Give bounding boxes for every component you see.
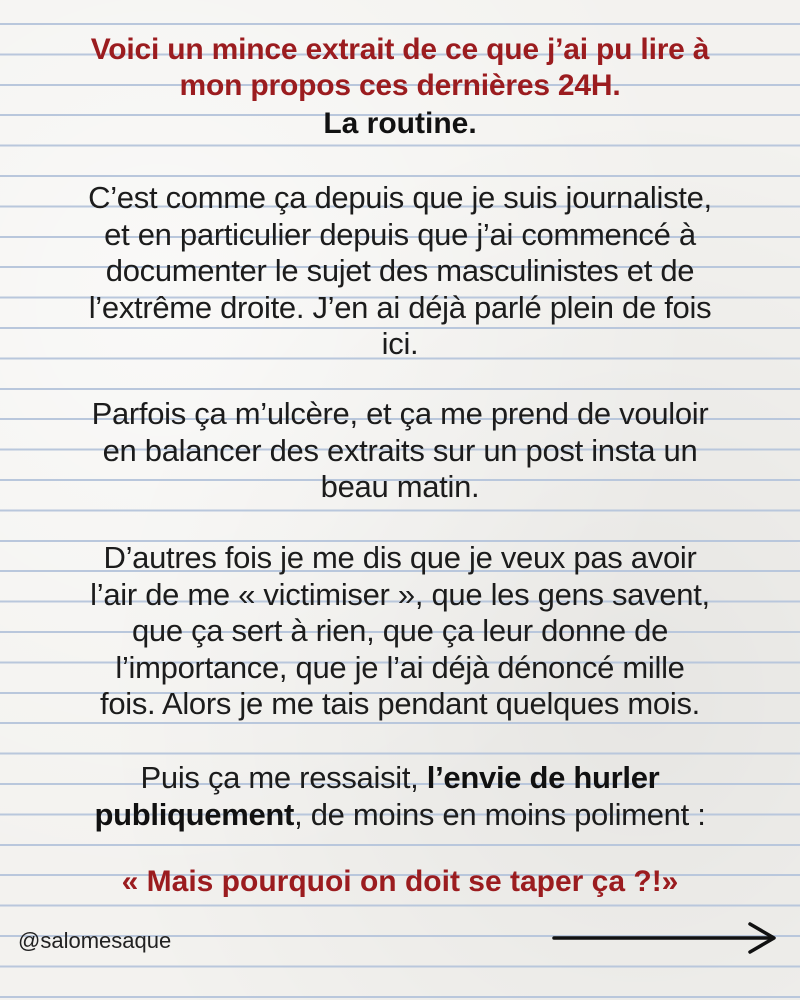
p3-line-3: que ça sert à rien, que ça leur donne de [131, 613, 669, 648]
author-handle: @salomesaque [18, 928, 172, 953]
arrow-right-icon[interactable] [550, 918, 780, 958]
p1-line-3: documenter le sujet des masculinistes et de [105, 253, 695, 288]
p1-line-2: et en particulier depuis que j’ai commencé à [104, 216, 696, 252]
p4-suffix: , de moins en moins poliment : [294, 796, 706, 832]
p4-prefix: Puis ça me ressaisit, [140, 760, 427, 795]
quote: « Mais pourquoi on doit se taper ça ?!» [121, 865, 679, 898]
p2-line-3: beau matin. [320, 469, 480, 504]
subheadline: La routine. [323, 107, 477, 140]
p3-line-5: fois. Alors je me tais pendant quelques mois. [100, 686, 700, 721]
p3-line-2: l’air de me « victimiser », que les gens savent, [90, 576, 710, 612]
paragraph-urge [18, 760, 782, 833]
headline [20, 32, 780, 104]
headline-line-2: mon propos ces dernières 24H. [179, 69, 621, 102]
p3-line-4: l’importance, que je l’ai déjà dénoncé mille [115, 649, 685, 685]
p1-line-1: C’est comme ça depuis que je suis journaliste, [88, 180, 712, 215]
p1-line-5: ici. [381, 326, 419, 361]
p2-line-2: en balancer des extraits sur un post insta un [102, 432, 698, 468]
p4-bold-2: publiquement [94, 796, 295, 832]
p4-bold-1: l’envie de hurler [426, 760, 660, 795]
p2-line-1: Parfois ça m’ulcère, et ça me prend de vouloir [91, 396, 709, 431]
paragraph-sometimes [18, 396, 782, 506]
p3-line-1: D’autres fois je me dis que je veux pas avoir [103, 540, 697, 575]
p1-line-4: l’extrême droite. J’en ai déjà parlé plein de fois [88, 289, 712, 325]
headline-line-1: Voici un mince extrait de ce que j’ai pu lire à [90, 33, 710, 66]
paragraph-journalist [18, 180, 782, 363]
paragraph-other-times [18, 540, 782, 723]
